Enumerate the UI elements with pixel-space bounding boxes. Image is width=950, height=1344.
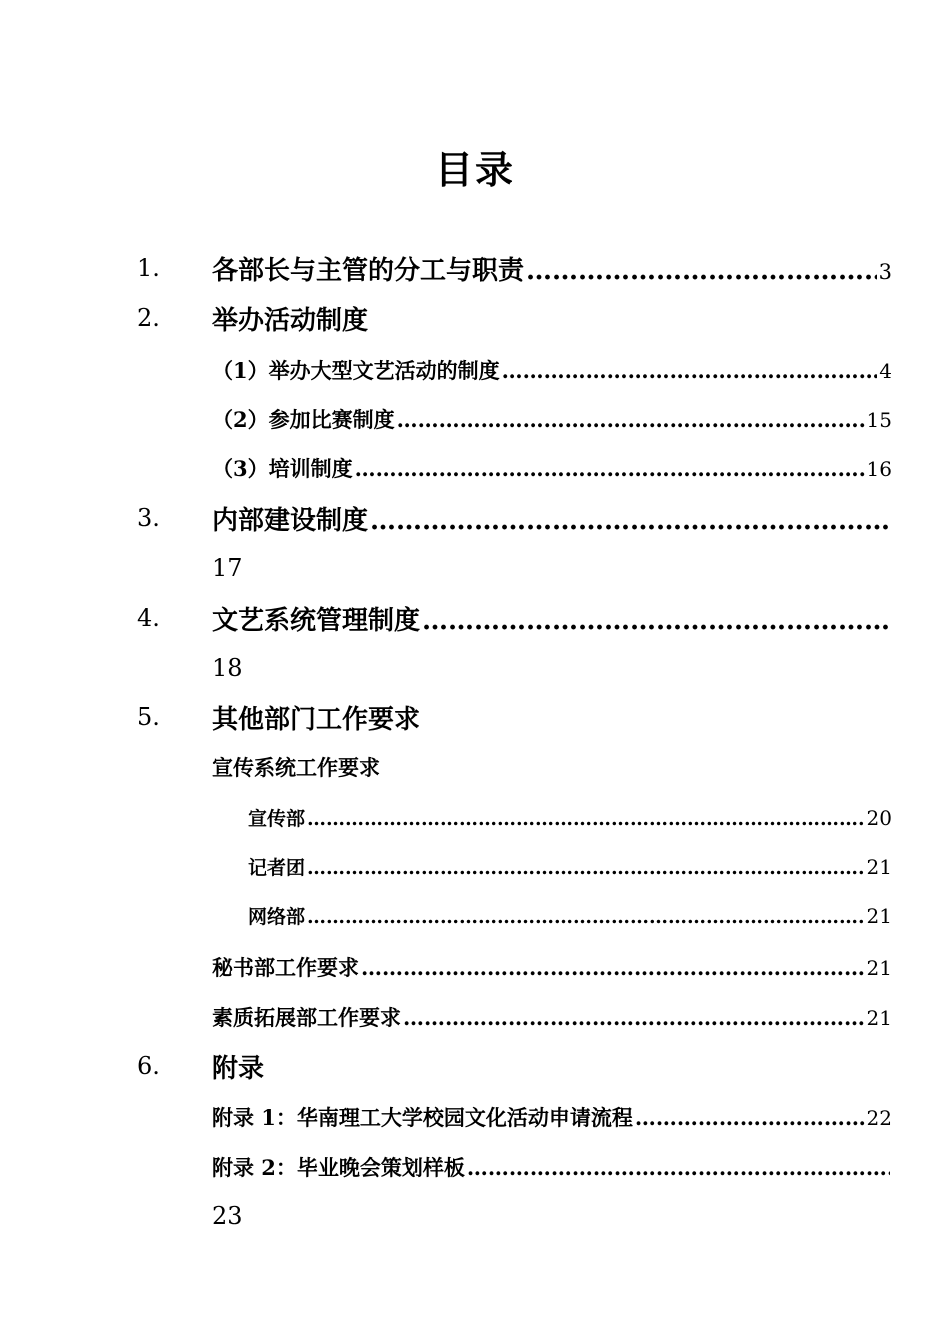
- dot-leader: [526, 256, 877, 286]
- entry-text: 网络部: [248, 906, 306, 928]
- toc-entry-4[interactable]: [212, 600, 892, 637]
- dot-leader: [422, 606, 890, 636]
- toc-entry-2-1[interactable]: [212, 355, 892, 385]
- entry-text: 附录 1：华南理工大学校园文化活动申请流程: [212, 1105, 633, 1130]
- toc-entry-6-1[interactable]: [212, 1102, 892, 1132]
- toc-entry-6-2[interactable]: [212, 1152, 892, 1182]
- entry-text: 附录: [212, 1054, 265, 1084]
- entry-text: 附录 2：毕业晚会策划样板: [212, 1155, 465, 1180]
- entry-text: 各部长与主管的分工与职责: [212, 256, 525, 286]
- dot-leader: [355, 456, 865, 481]
- entry-page-number: 3: [878, 260, 892, 284]
- dot-leader: [307, 857, 865, 879]
- dot-leader: [361, 955, 865, 980]
- entry-page-number: 21: [866, 855, 892, 879]
- entry-text: 素质拓展部工作要求: [212, 1005, 401, 1030]
- toc-entry-3[interactable]: [212, 500, 892, 537]
- entry-text: 内部建设制度: [212, 506, 369, 536]
- entry-page-number: 4: [879, 359, 892, 383]
- dot-leader: [502, 358, 878, 383]
- entry-text: （1）举办大型文艺活动的制度: [212, 358, 500, 383]
- page-title: 目录: [434, 148, 515, 192]
- entry-text: 记者团: [248, 857, 306, 879]
- dot-leader: [397, 407, 865, 432]
- dot-leader: [307, 906, 865, 928]
- entry-number: 5.: [137, 703, 160, 731]
- entry-page-number: 18: [212, 654, 243, 682]
- toc-entry-5-1-2[interactable]: [248, 853, 892, 880]
- toc-entry-2-2[interactable]: [212, 404, 892, 434]
- entry-page-number: 20: [866, 806, 892, 830]
- dot-leader: [467, 1155, 890, 1180]
- entry-page-number: 21: [866, 956, 892, 980]
- entry-page-number: 22: [866, 1106, 892, 1130]
- entry-text: 宣传系统工作要求: [212, 755, 380, 780]
- entry-text: 宣传部: [248, 808, 306, 830]
- toc-entry-6[interactable]: [212, 1048, 892, 1085]
- entry-text: 其他部门工作要求: [212, 705, 421, 735]
- entry-page-number: 15: [866, 408, 892, 432]
- toc-entry-5-3[interactable]: [212, 1002, 892, 1032]
- toc-entry-5-1[interactable]: [212, 752, 892, 782]
- toc-entry-5-1-1[interactable]: [248, 804, 892, 831]
- entry-number: 2.: [137, 304, 160, 332]
- entry-number: 4.: [137, 604, 160, 632]
- toc-entry-2-3[interactable]: [212, 453, 892, 483]
- entry-page-number: 17: [212, 554, 243, 582]
- entry-text: 举办活动制度: [212, 306, 369, 336]
- toc-entry-5-1-3[interactable]: [248, 902, 892, 929]
- entry-number: 1.: [137, 254, 160, 282]
- entry-text: （3）培训制度: [212, 456, 353, 481]
- entry-number: 6.: [137, 1052, 160, 1080]
- dot-leader: [635, 1105, 865, 1130]
- toc-entry-5[interactable]: [212, 699, 892, 736]
- dot-leader: [403, 1005, 865, 1030]
- entry-text: 文艺系统管理制度: [212, 606, 421, 636]
- entry-page-number: 23: [212, 1202, 243, 1230]
- toc-entry-2[interactable]: [212, 300, 892, 337]
- entry-page-number: 21: [866, 904, 892, 928]
- entry-page-number: 21: [866, 1006, 892, 1030]
- entry-page-number: 16: [866, 457, 892, 481]
- entry-text: 秘书部工作要求: [212, 955, 359, 980]
- dot-leader: [370, 506, 890, 536]
- entry-number: 3.: [137, 504, 160, 532]
- dot-leader: [307, 808, 865, 830]
- toc-entry-5-2[interactable]: [212, 952, 892, 982]
- toc-entry-1[interactable]: [212, 250, 892, 287]
- entry-text: （2）参加比赛制度: [212, 407, 395, 432]
